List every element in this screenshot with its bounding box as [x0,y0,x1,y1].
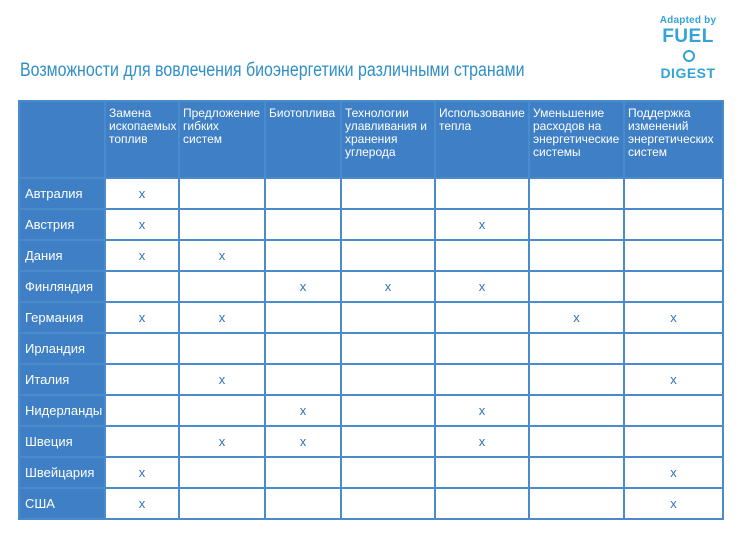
table-cell: x [105,302,179,333]
country-label: Дания [19,240,105,271]
table-cell: x [529,302,624,333]
table-cell [341,333,435,364]
table-cell [265,209,341,240]
table-cell [341,240,435,271]
corner-cell [19,101,105,178]
table-row [19,302,723,333]
country-label: США [19,488,105,519]
header-row [19,101,723,178]
table-row [19,333,723,364]
page-title: Возможности для вовлечения биоэнергетики различными странами [20,60,525,81]
table-cell: x [179,240,265,271]
table-cell [105,426,179,457]
table-cell [624,178,723,209]
country-label: Автралия [19,178,105,209]
column-header: Технологии улавливания и хранения углерода [341,101,435,178]
table-cell [624,426,723,457]
table-cell [435,333,529,364]
table-cell [105,364,179,395]
table-cell [624,209,723,240]
table-cell: x [105,457,179,488]
table-cell: x [105,209,179,240]
table-cell: x [435,395,529,426]
drop-icon [683,50,695,62]
table-cell [179,271,265,302]
table-row [19,364,723,395]
table-cell [435,488,529,519]
table-row [19,271,723,302]
table-cell [265,302,341,333]
table-cell [179,395,265,426]
table-cell: x [105,178,179,209]
table-cell [179,209,265,240]
table-cell: x [435,209,529,240]
table-cell [179,178,265,209]
table-cell: x [624,488,723,519]
table-cell: x [105,488,179,519]
table-cell: x [624,457,723,488]
table-cell [341,178,435,209]
table-cell [624,333,723,364]
column-header: Биотоплива [265,101,341,178]
table-cell [529,457,624,488]
table-cell [341,302,435,333]
table-cell [105,271,179,302]
table-row [19,457,723,488]
table-row [19,488,723,519]
column-header: Предложение гибких систем [179,101,265,178]
table-cell [341,395,435,426]
table-cell [179,488,265,519]
table-cell [105,395,179,426]
table-cell: x [179,426,265,457]
table-cell [435,302,529,333]
table-cell [265,178,341,209]
table-cell: x [624,364,723,395]
table-cell [529,395,624,426]
table-cell [435,457,529,488]
table-cell: x [265,271,341,302]
table-cell [529,333,624,364]
table-cell: x [435,426,529,457]
column-header: Использование тепла [435,101,529,178]
brand-digest-text: DIGEST [660,65,716,81]
table-row [19,209,723,240]
country-label: Ирландия [19,333,105,364]
country-label: Швеция [19,426,105,457]
table-row [19,426,723,457]
column-header: Замена ископаемых топлив [105,101,179,178]
table-cell [529,488,624,519]
table-cell [265,333,341,364]
brand-adapted-text: Adapted by [659,15,717,26]
table-cell [341,457,435,488]
table-cell [341,364,435,395]
table-cell [265,488,341,519]
table-cell [624,271,723,302]
table-cell [529,426,624,457]
table-cell [265,364,341,395]
table-cell [341,209,435,240]
country-label: Австрия [19,209,105,240]
country-label: Нидерланды [19,395,105,426]
column-header: Поддержка изменений энергетических систем [624,101,723,178]
table-cell [179,457,265,488]
table-cell [529,178,624,209]
table-row [19,395,723,426]
table-cell [529,240,624,271]
bioenergy-table [18,100,724,520]
table-cell [435,178,529,209]
table-cell: x [265,395,341,426]
table-cell [265,457,341,488]
brand-logo [656,16,720,80]
table-cell [341,426,435,457]
table-cell [179,333,265,364]
table-cell [265,240,341,271]
table-cell [529,209,624,240]
table-cell [624,395,723,426]
table-cell [435,240,529,271]
table-row [19,240,723,271]
table-cell: x [435,271,529,302]
table-cell: x [624,302,723,333]
brand-fuel-word: FUEL [662,26,714,47]
table-cell [435,364,529,395]
column-header: Уменьшение расходов на энергетические системы [529,101,624,178]
table-cell: x [105,240,179,271]
country-label: Италия [19,364,105,395]
table-cell [529,271,624,302]
country-label: Финляндия [19,271,105,302]
table-cell: x [265,426,341,457]
table-cell [105,333,179,364]
table-cell [529,364,624,395]
brand-fuel-text [656,27,720,65]
country-label: Швейцария [19,457,105,488]
table-row [19,178,723,209]
table-cell [624,240,723,271]
table-cell [341,488,435,519]
table-cell: x [341,271,435,302]
table-cell: x [179,364,265,395]
table-cell: x [179,302,265,333]
country-label: Германия [19,302,105,333]
